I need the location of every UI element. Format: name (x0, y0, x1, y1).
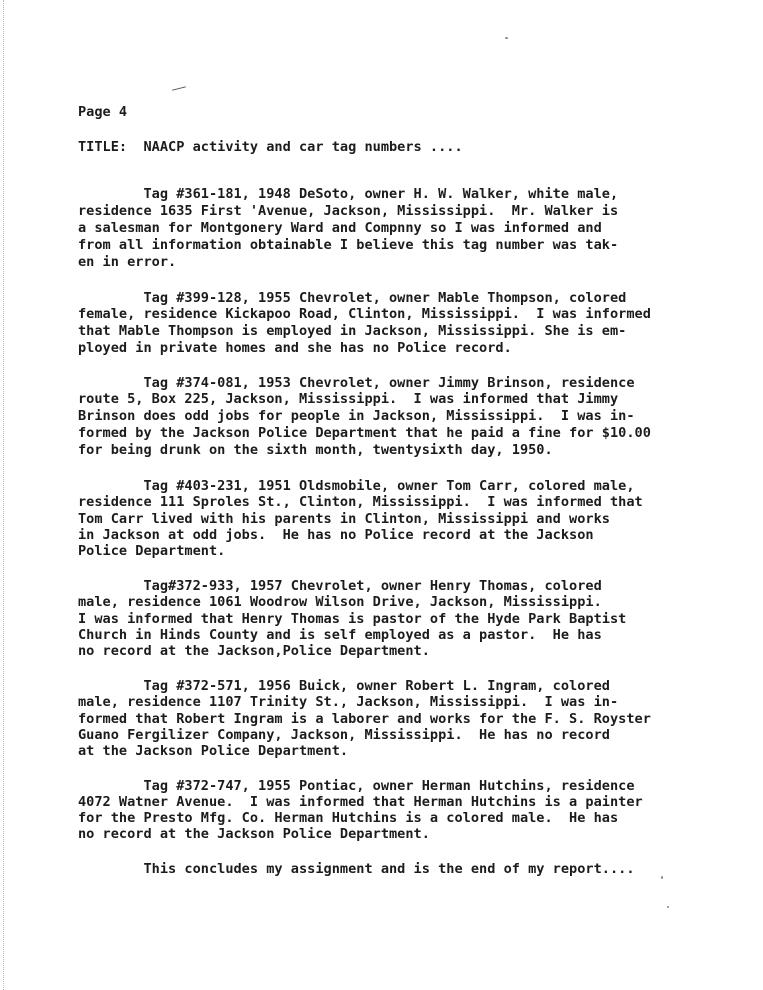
text-line: formed by the Jackson Police Department that he paid a fine for $10.00 (78, 425, 651, 441)
text-line: Tag #374-081, 1953 Chevrolet, owner Jimmy Brinson, residence (78, 375, 635, 391)
text-line: for the Presto Mfg. Co. Herman Hutchins is a colored male. He has (78, 810, 619, 826)
text-line: from all information obtainable I believe this tag number was tak- (78, 237, 619, 253)
text-line: that Mable Thompson is employed in Jackson, Mississippi. She is em- (78, 323, 627, 339)
text-line: female, residence Kickapoo Road, Clinton, Mississippi. I was informed (78, 306, 651, 322)
text-line: en in error. (78, 254, 177, 270)
text-line: Guano Fergilizer Company, Jackson, Mississippi. He has no record (78, 727, 610, 743)
text-line: 4072 Watner Avenue. I was informed that Herman Hutchins is a painter (78, 794, 643, 810)
scan-speck (661, 876, 663, 879)
text-line: Tag #372-571, 1956 Buick, owner Robert L. Ingram, colored (78, 678, 610, 694)
text-line: Tag #403-231, 1951 Oldsmobile, owner Tom Carr, colored male, (78, 478, 635, 494)
text-line: Tag#372-933, 1957 Chevrolet, owner Henry Thomas, colored (78, 578, 602, 594)
text-line: ployed in private homes and she has no Police record. (78, 340, 512, 356)
left-edge-border (3, 0, 5, 990)
text-line: Brinson does odd jobs for people in Jackson, Mississippi. I was in- (78, 408, 635, 424)
text-line: formed that Robert Ingram is a laborer and works for the F. S. Royster (78, 711, 651, 727)
scan-speck (505, 37, 508, 39)
text-line: male, residence 1107 Trinity St., Jackson, Mississippi. I was in- (78, 694, 619, 710)
text-line: Tom Carr lived with his parents in Clinton, Mississippi and works (78, 511, 610, 527)
text-line: Church in Hinds County and is self employed as a pastor. He has (78, 627, 602, 643)
text-line: residence 111 Sproles St., Clinton, Mississippi. I was informed that (78, 494, 643, 510)
text-line: Police Department. (78, 543, 226, 559)
text-line: I was informed that Henry Thomas is pastor of the Hyde Park Baptist (78, 611, 627, 627)
text-line: Tag #361-181, 1948 DeSoto, owner H. W. Walker, white male, (78, 186, 619, 202)
text-line: Tag #399-128, 1955 Chevrolet, owner Mable Thompson, colored (78, 290, 627, 306)
scan-speck (667, 906, 669, 908)
text-line: no record at the Jackson Police Department. (78, 826, 430, 842)
text-line: residence 1635 First 'Avenue, Jackson, Mississippi. Mr. Walker is (78, 203, 619, 219)
closing-statement: This concludes my assignment and is the end of my report.... (78, 861, 635, 877)
text-line: a salesman for Montgonery Ward and Compnny so I was informed and (78, 220, 602, 236)
document-title: TITLE: NAACP activity and car tag numbers .... (78, 139, 463, 155)
text-line: route 5, Box 225, Jackson, Mississippi. I was informed that Jimmy (78, 391, 619, 407)
text-line: at the Jackson Police Department. (78, 743, 349, 759)
text-line: for being drunk on the sixth month, twentysixth day, 1950. (78, 442, 553, 458)
scan-mark (172, 86, 186, 90)
text-line: no record at the Jackson,Police Department. (78, 643, 430, 659)
page-label: Page 4 (78, 104, 128, 120)
text-line: male, residence 1061 Woodrow Wilson Drive, Jackson, Mississippi. (78, 594, 602, 610)
text-line: Tag #372-747, 1955 Pontiac, owner Herman Hutchins, residence (78, 778, 635, 794)
text-line: in Jackson at odd jobs. He has no Police record at the Jackson (78, 527, 594, 543)
